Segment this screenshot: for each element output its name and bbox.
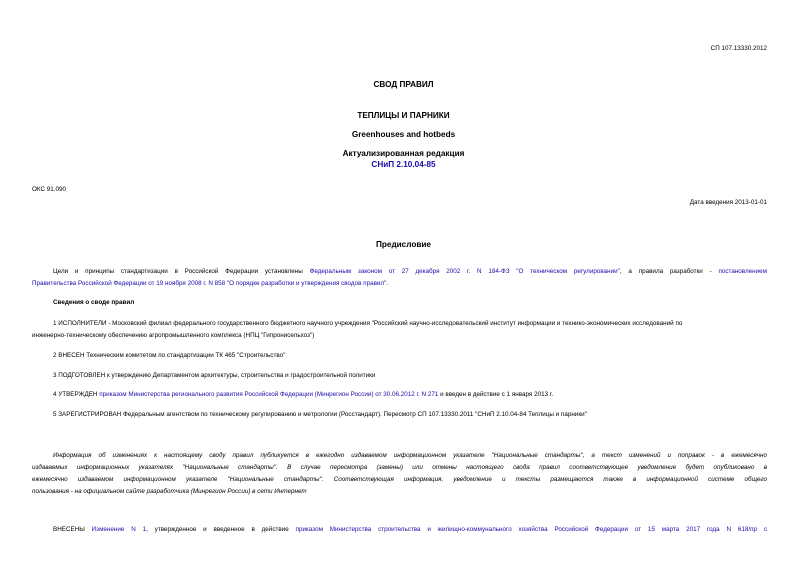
government-decree-link-cont[interactable]: Правительства Российской Федерации от 19 ноября 2008 г. N 858 "О порядке разработки и утверждения сводов правил" — [32, 280, 387, 287]
amendment-1-link[interactable]: Изменение N 1 — [91, 526, 147, 533]
oks-code: ОКС 91.090 — [32, 186, 67, 193]
document-heading: СВОД ПРАВИЛ — [373, 80, 434, 89]
minstroy-order-link[interactable]: приказом Министерства строительства и жилищно-коммунального хозяйства Российской Федерации от 15 марта 2017 года N 618/пр с — [295, 526, 767, 533]
document-title: ТЕПЛИЦЫ И ПАРНИКИ — [357, 111, 450, 120]
preface-title: Предисловие — [376, 240, 431, 249]
info-heading: Сведения о своде правил — [53, 299, 135, 306]
intro-date: Дата введения 2013-01-01 — [689, 199, 767, 206]
item-2: 2 ВНЕСЕН Техническим комитетом по стандартизации ТК 465 "Строительство" — [53, 352, 286, 359]
approval-order-link[interactable]: приказом Министерства регионального развития Российской Федерации (Минрегион России) от 30.06.2012 г. N 271 — [99, 391, 439, 398]
document-code: СП 107.13330.2012 — [710, 45, 767, 52]
item-3: 3 ПОДГОТОВЛЕН к утверждению Департаментом архитектуры, строительства и градостроительной политики — [53, 372, 376, 379]
document-title-english: Greenhouses and hotbeds — [351, 130, 456, 139]
item-5: 5 ЗАРЕГИСТРИРОВАН Федеральным агентством по техническому регулированию и метрологии (Росстандарт). Пересмотр СП 107.13330.2011 "СНиП 2.10.04-84 Теплицы и парники" — [53, 411, 587, 418]
government-decree-link[interactable]: постановлением — [718, 268, 768, 275]
snip-link[interactable]: СНиП 2.10.04-85 — [371, 160, 436, 169]
notice-paragraph: Информация об изменениях к настоящему своду правил публикуется в ежегодно издаваемом информационном указателе "Национальные стандарты", а текст изменений и поправок - в ежемесячно издаваемых информационных указателях "Национальные стандарты". В случае пересмотра (замены) или отмены настоящего свода правил соответствующее уведомление будет опубликовано в ежемесячно издаваемом информационном указателе "Национальные стандарты". Соответствующая информация, уведомление и тексты размещаются также в информационной системе общего пользования - на официальном сайте разработчика (Минрегион России) в сети Интернет — [32, 452, 767, 495]
item-4: 4 УТВЕРЖДЕН приказом Министерства регионального развития Российской Федерации (Минрегион России) от 30.06.2012 г. N 271 и введен в действие с 1 января 2013 г. — [53, 391, 554, 398]
amendments-paragraph: ВНЕСЕНЫ Изменение N 1, утвержденное и введенное в действие приказом Министерства строительства и жилищно-коммунального хозяйства Российской Федерации от 15 марта 2017 года N 618/пр с — [53, 526, 767, 533]
preface-paragraph: Цели и принципы стандартизации в Российской Федерации установлены Федеральным законом от 27 декабря 2002 г. N 184-ФЗ "О техническом регулировании", а правила разработки - постановлением Правительства Российской Федерации от 19 ноября 2008 г. N 858 "О порядке разработки и утверждения сводов правил". — [32, 268, 768, 287]
item-1: 1 ИСПОЛНИТЕЛИ - Московский филиал федерального государственного бюджетного научного учреждения "Российский научно-исследовательский институт информации и технико-экономических исследований по инженерно-техническому обеспечению агропромышленного комплекса (НПЦ "Гипронисельхоз") — [32, 320, 683, 339]
edition-label: Актуализированная редакция — [342, 149, 465, 158]
federal-law-link[interactable]: Федеральным законом от 27 декабря 2002 г. N 184-ФЗ "О техническом регулировании" — [309, 268, 620, 275]
